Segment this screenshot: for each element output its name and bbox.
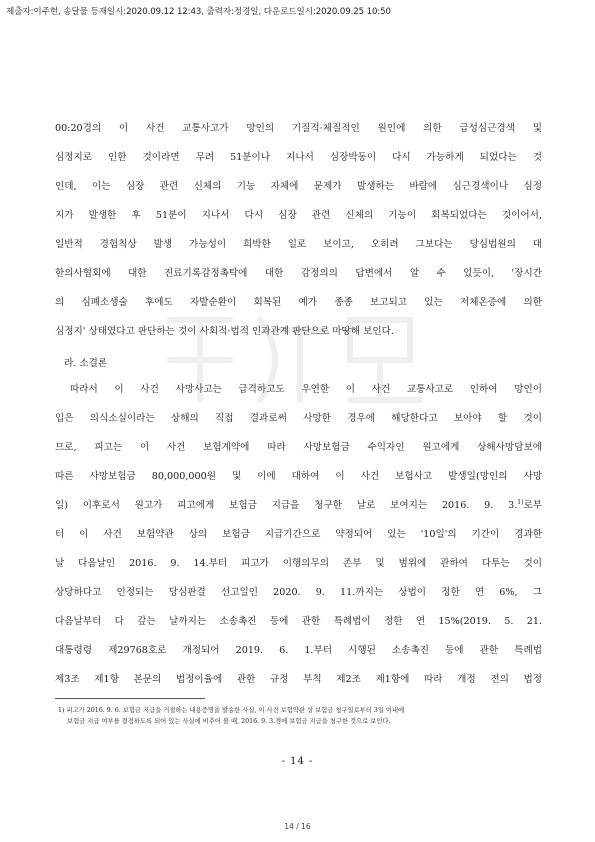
- body-line: 터 이 사건 보험약관 상의 보험금 지급기간으로 약정되어 있는 '10일'의 기간이 경과한: [55, 529, 542, 540]
- body-line: 지가 발생한 후 51분이 지나서 다시 심장 관련 신체의 기능이 회복되었다는 것이어서,: [55, 210, 542, 221]
- body-line: 다음날부터 다 갚는 날까지는 소송촉진 등에 관한 특례법이 정한 연 15%(2019. 5. 21.: [55, 616, 542, 627]
- document-header-meta: 제출자:이주현, 송달물 등재일시:2020.09.12 12:43, 출력자:정경일, 다운로드일시:2020.09.25 10:50: [6, 7, 391, 17]
- body-line: 대통령령 제29768호로 개정되어 2019. 6. 1.부터 시행된 소송촉진 등에 관한 특례법: [55, 645, 542, 656]
- body-line: 므로, 피고는 이 사건 보험계약에 따라 사망보험금 수익자인 원고에게 상해사망담보에: [55, 442, 543, 453]
- paragraph-first-line: 따라서 이 사건 사망사고는 급격하고도 우연한 이 사건 교통사고로 인하여 망인이: [70, 384, 542, 395]
- body-line: 일반적 경험칙상 발생 가능성이 희박한 일로 보이고, 오히려 그보다는 당심법원의 대: [55, 239, 542, 250]
- body-line: 심정지' 상태였다고 판단하는 것이 사회적·법적 인과관계 판단으로 마땅해 보인다.: [55, 326, 394, 337]
- footnote-line: 보험금 지급 여부를 결정하도록 되어 있는 사실에 비추어 볼 때, 2016. 9. 3.경에 보험금 지급을 청구한 것으로 보인다.: [67, 718, 391, 725]
- body-line-text: 일) 이후로서 원고가 피고에게 보험금 지급을 청구한 날로 보여지는 2016. 9. 3.: [55, 500, 518, 511]
- body-line-with-footnote: [55, 500, 542, 512]
- body-line: 의 심폐소생술 후에도 자발순환이 회복된 예가 종종 보고되고 있는 저체온증에 의한: [55, 297, 542, 308]
- body-line: 심정지로 인한 것이라면 무려 51분이나 지나서 심장박동이 다시 가능하게 되었다는 것: [55, 152, 542, 163]
- page-number: - 14 -: [281, 756, 314, 767]
- footnote-divider: [55, 698, 205, 699]
- body-line: 인데, 이는 심장 관련 신체의 기능 자체에 문제가 발생하는 바람에 심근경색이나 심정: [55, 181, 542, 192]
- body-line: 한의사협회에 대한 진료기록감정촉탁에 대한 감정의의 답변에서 알 수 있듯이, '장시간: [55, 268, 542, 279]
- body-line: 입은 의식소실이라는 상해의 직접 결과로써 사망한 경우에 해당한다고 보아야 할 것이: [55, 413, 542, 424]
- body-line: 따른 사망보험금 80,000,000원 및 이에 대하여 이 사건 보험사고 발생일(망인의 사망: [55, 471, 542, 482]
- body-line: 00:20경의 이 사건 교통사고가 망인의 기질적·체질적인 원인에 의한 급성심근경색 및: [55, 123, 542, 134]
- body-line: 날 다음날인 2016. 9. 14.부터 피고가 이행의무의 존부 및 범위에 관하여 다투는 것이: [55, 558, 542, 569]
- page-footer: 14 / 16: [284, 822, 311, 831]
- watermark: [150, 300, 450, 420]
- body-line: 상당하다고 인정되는 당심판결 선고일인 2020. 9. 11.까지는 상법이 정한 연 6%, 그: [55, 587, 542, 598]
- body-line-tail: 로부: [523, 500, 542, 511]
- footnote-reference[interactable]: 1): [517, 498, 524, 506]
- body-line: 제3조 제1항 본문의 법정이율에 관한 규정 부칙 제2조 제1항에 따라 개정 전의 법정: [55, 674, 542, 685]
- footnote-line: 1) 피고가 2016. 9. 6. 보험금 지급을 거절하는 내용증명을 발송한 사실, 이 사건 보험약관 상 보험금 청구일로부터 3일 이내에: [58, 707, 405, 714]
- section-heading: 라. 소결론: [64, 358, 108, 369]
